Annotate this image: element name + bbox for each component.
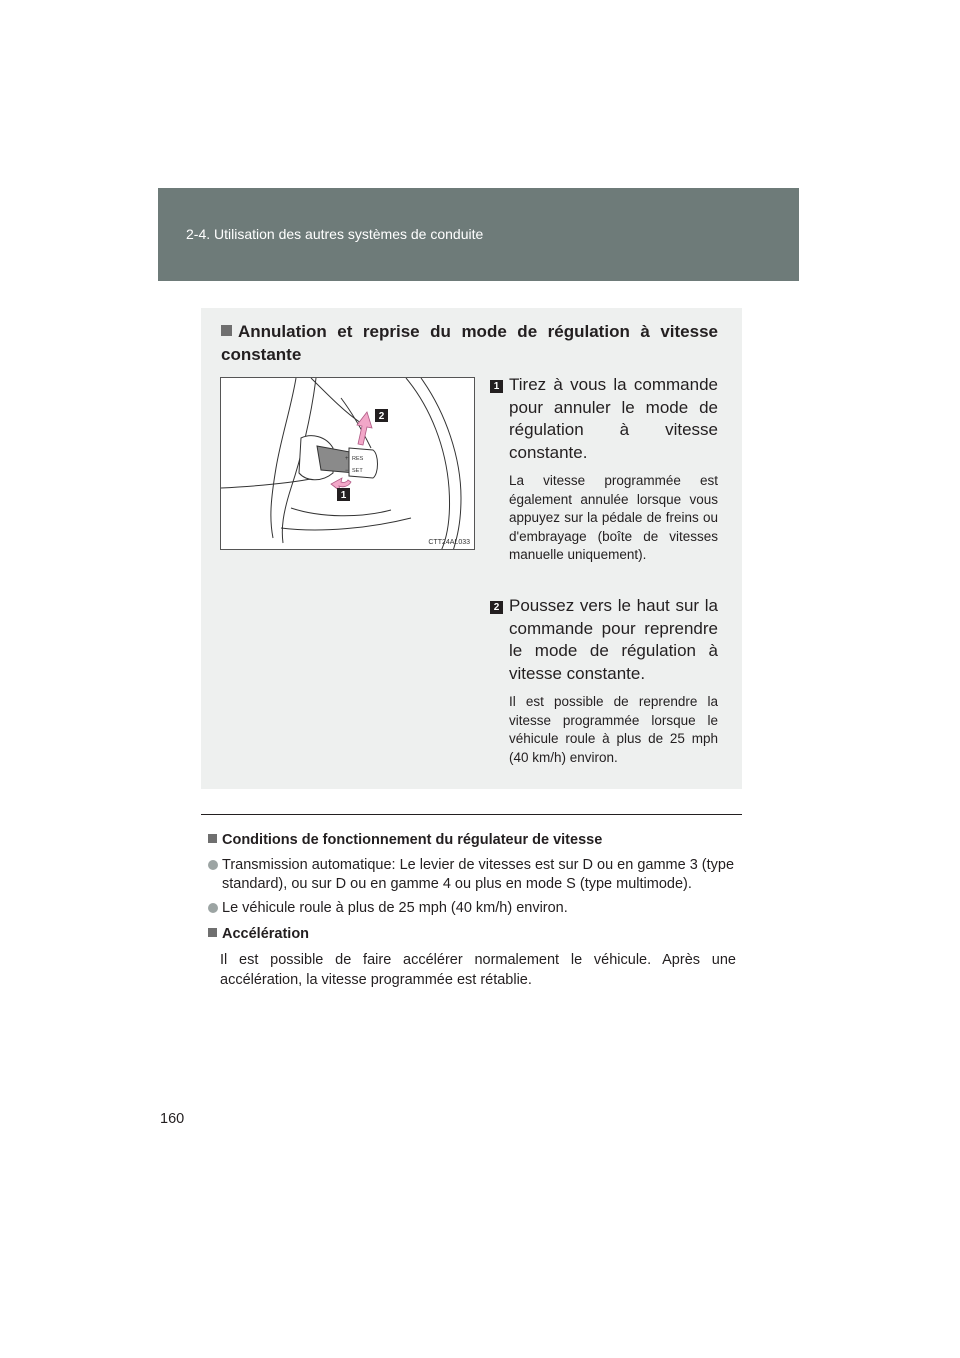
step-instruction: Poussez vers le haut sur la commande pour reprendre le mode de régulation à vitesse constante. [509,596,718,683]
note-heading [208,924,736,945]
bullet-text: Transmission automatique: Le levier de vitesses est sur D ou en gamme 3 (type standard), ou sur D ou en gamme 4 ou plus en mode S (type multimode). [222,857,735,892]
list-item [208,899,736,918]
bullet-dot-icon [208,903,218,913]
square-bullet-icon [208,928,217,937]
box-heading [221,320,718,366]
step-2 [490,595,718,767]
divider [201,814,742,815]
square-bullet-icon [208,834,217,843]
list-item-text [220,856,736,894]
bullet-text: Le véhicule roule à plus de 25 mph (40 km/h) environ. [222,900,568,916]
callout-1: 1 [340,490,347,501]
figure-code: CTT24AL033 [428,539,470,546]
lever-res-label: RES [352,456,364,462]
callout-2: 2 [378,411,385,422]
step-instruction: Tirez à vous la commande pour annuler le mode de régulation à vitesse constante. [509,375,718,462]
lever-minus-label: − [345,468,349,474]
lever-drawing [221,378,475,550]
step-1 [490,374,718,565]
note-heading-text: Conditions de fonctionnement du régulateur de vitesse [222,832,603,848]
note-paragraph: Il est possible de faire accélérer normalement le véhicule. Après une accélération, la vitesse programmée est rétablie. [220,952,736,988]
page-number: 160 [160,1111,185,1127]
push-up-arrow-icon [357,412,372,445]
bullet-dot-icon [208,860,218,870]
step-note: Il est possible de reprendre la vitesse programmée lorsque le véhicule roule à plus de 25 mph (40 km/h) environ. [509,694,718,765]
lever-set-label: SET [352,468,363,474]
lever-plus-label: + [345,456,349,462]
notes-section [208,830,736,990]
note-heading [208,830,736,851]
section-title: 2-4. Utilisation des autres systèmes de conduite [186,226,484,242]
list-item [208,856,736,894]
step-number-badge: 2 [490,601,503,614]
info-box [201,308,742,789]
section-header [158,188,799,281]
step-number-badge: 1 [490,380,503,393]
step-note: La vitesse programmée est également annulée lorsque vous appuyez sur la pédale de freins ou d'embrayage (boîte de vitesses manuelle uniquement). [509,473,718,562]
cruise-control-lever-illustration [220,377,475,550]
square-bullet-icon [221,325,232,336]
note-heading-text: Accélération [222,926,310,942]
box-heading-text: Annulation et reprise du mode de régulation à vitesse constante [221,322,718,364]
